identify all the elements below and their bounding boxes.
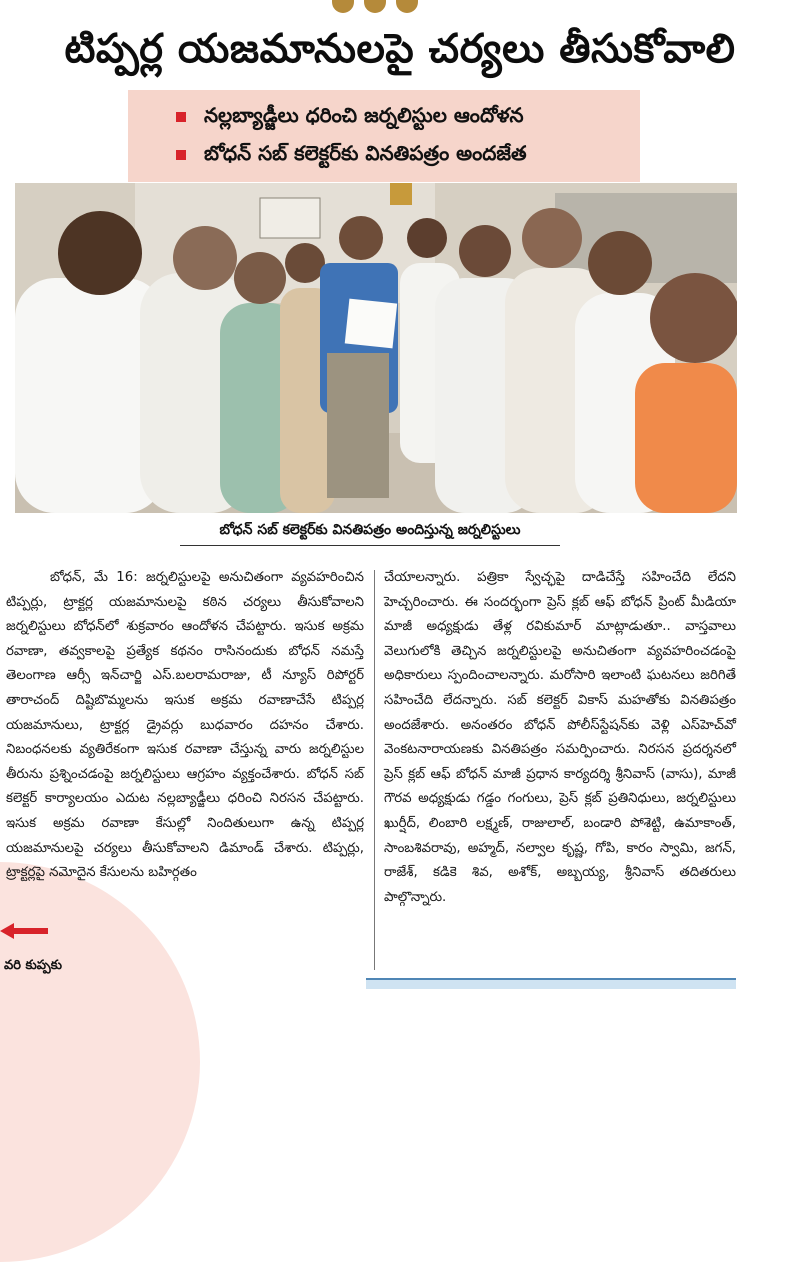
caption-rule: [180, 545, 560, 546]
article-text: బోధన్, మే 16: జర్నలిస్టులపై అనుచితంగా వ్యవహరించిన టిప్పర్లు, ట్రాక్టర్ల యజమానులపై కఠిన చర్యలు తీసుకోవాలని జర్నలిస్టులు బోధన్‌లో శుక్రవారం ఆందోళన చేపట్టారు. ఇసుక అక్రమ రవాణా, తవ్వకాలపై ప్రత్యేక కథనం రాసినందుకు బోధన్ నమస్తే తెలంగాణ ఆర్సీ ఇన్‌చార్జి ఎస్.బలరామరాజు, టీ న్యూస్ రిపోర్టర్ తారాచంద్ దిష్టిబొమ్మలను ఇసుక అక్రమ రవాణాచేసే టిప్పర్ల యజమానులు, ట్రాక్టర్ల డ్రైవర్లు బుధవారం దహనం చేశారు. నిబంధనలకు వ్యతిరేకంగా ఇసుక రవాణా చేస్తున్న వారు జర్నలిస్టుల తీరును ప్రశ్నించడంపై జర్నలిస్టులు ఆగ్రహం వ్యక్తంచేశారు. బోధన్ సబ్ కలెక్టర్ కార్యాలయం ఎదుట నల్లబ్యాడ్జీలు ధరించి నిరసన చేపట్టారు. ఇసుక అక్రమ రవాణా కేసుల్లో నిందితులుగా ఉన్న టిప్పర్ల యజమానులపై చర్యలు తీసుకోవాలని డిమాండ్ చేశారు. టిప్పర్లు, ట్రాక్టర్లపై నమోదైన కేసులను బహిర్గతం: [6, 570, 364, 881]
side-teaser: వరి కుప్పకు: [4, 958, 62, 973]
article-column-1: [6, 566, 364, 886]
ornament-dot: [332, 0, 354, 13]
bullet-icon: [176, 112, 186, 122]
news-photo: [15, 183, 737, 513]
next-article-bar: [366, 978, 736, 989]
photo-illustration: [15, 183, 737, 513]
bullet-icon: [176, 150, 186, 160]
photo-caption: బోధన్ సబ్ కలెక్టర్‌కు వినతిపత్రం అందిస్తున్న జర్నలిస్టులు: [219, 522, 521, 538]
subheadline-2: [176, 136, 640, 174]
subheadline-text: నల్లబ్యాడ్జీలు ధరించి జర్నలిస్టుల ఆందోళన: [204, 102, 524, 127]
article-text: చేయాలన్నారు. పత్రికా స్వేచ్ఛపై దాడిచేస్తే సహించేది లేదని హెచ్చరించారు. ఈ సందర్భంగా ప్రెస్ క్లబ్ ఆఫ్ బోధన్ ప్రింట్ మీడియా మాజీ అధ్యక్షుడు తేళ్ల రవికుమార్ మాట్లాడుతూ.. వాస్తవాలు వెలుగులోకి తెచ్చిన జర్నలిస్టులపై అనుచితంగా వ్యవహరించడంపై అధికారులు స్పందించాలన్నారు. మరోసారి ఇలాంటి ఘటనలు జరిగితే సహించేది లేదన్నారు. సబ్ కలెక్టర్ వికాస్ మహతోకు వినతిపత్రం అందజేశారు. అనంతరం బోధన్ పోలీస్‌స్టేషన్‌కు వెళ్లి ఎస్‌హెచ్‌వో వెంకటనారాయణకు వినతిపత్రం సమర్పించారు. నిరసన ప్రదర్శనలో ప్రెస్ క్లబ్ ఆఫ్ బోధన్ మాజీ ప్రధాన కార్యదర్శి శ్రీనివాస్ (వాసు), మాజీ గౌరవ అధ్యక్షుడు గడ్డం గంగులు, ప్రెస్ క్లబ్ ప్రతినిధులు, జర్నలిస్టులు ఖుర్షీద్, లింబారి లక్ష్మణ్, రాజులాల్, బండారి పోశెట్టి, ఉమాకాంత్, సాంబశివరావు, అహ్మద్, నల్వాల కృష్ణ, గోపి, కారం స్వామి, జగన్, రాజేశ్, కడికె శివ, అశోక్, అబ్బయ్య, శ్రీనివాస్ తదితరులు పాల్గొన్నారు.: [384, 570, 736, 905]
ornament-dot: [396, 0, 418, 13]
arrow-left-icon: [0, 921, 50, 941]
headline: టిప్పర్ల యజమానులపై చర్యలు తీసుకోవాలి: [64, 26, 736, 72]
ornament-dot: [364, 0, 386, 13]
subheadline-text: బోధన్ సబ్ కలెక్టర్‌కు వినతిపత్రం అందజేత: [204, 140, 527, 165]
column-divider: [374, 570, 375, 970]
subheadline-box: [128, 90, 640, 182]
subheadline-1: [176, 98, 640, 136]
article-column-2: [384, 566, 736, 910]
top-ornament: [332, 0, 418, 13]
